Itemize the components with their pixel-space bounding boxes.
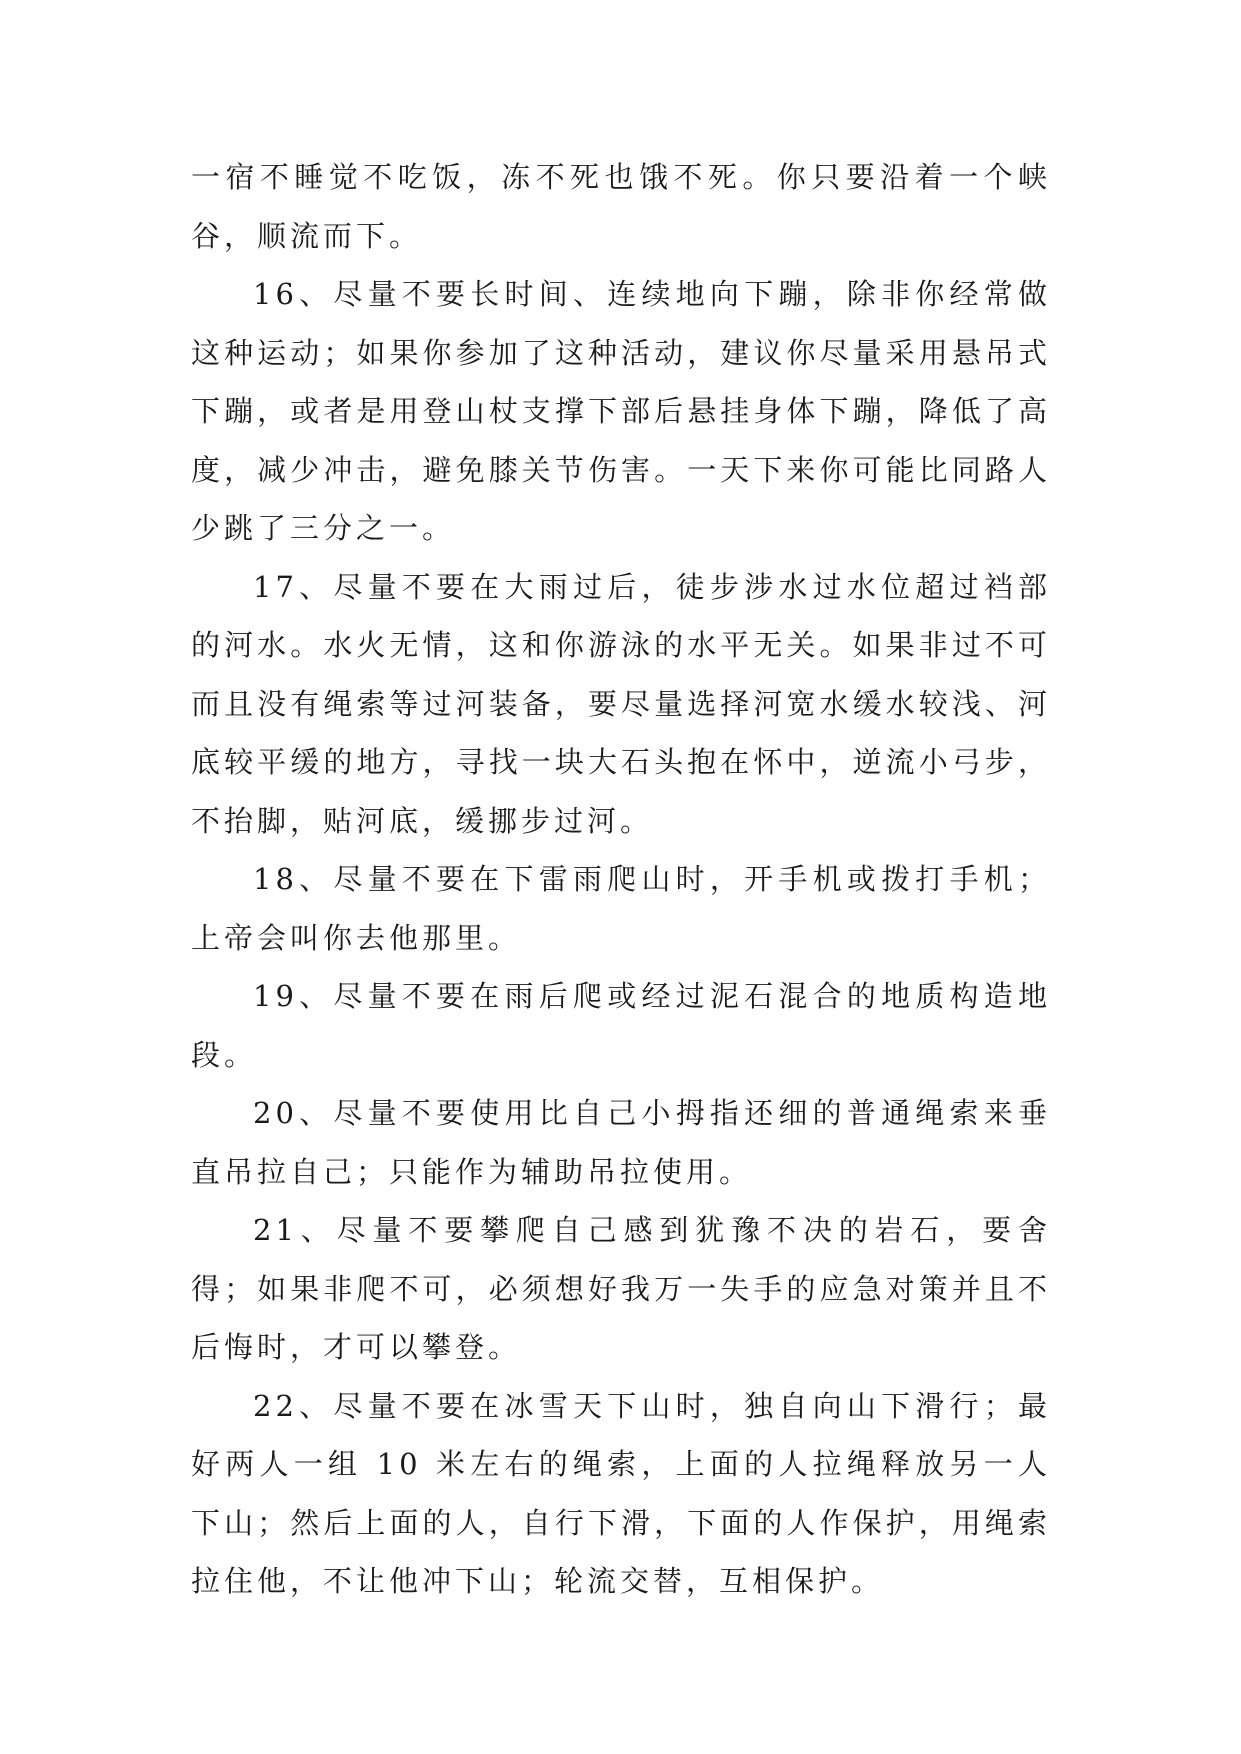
paragraph-item-17: 17、尽量不要在大雨过后，徒步涉水过水位超过裆部的河水。水火无情，这和你游泳的水平无关。如果非过不可而且没有绳索等过河装备，要尽量选择河宽水缓水较浅、河底较平缓的地方，寻找一块大石头抱在怀中，逆流小弓步，不抬脚，贴河底，缓挪步过河。 xyxy=(191,569,1051,838)
paragraph-item-20: 20、尽量不要使用比自己小拇指还细的普通绳索来垂直吊拉自己；只能作为辅助吊拉使用。 xyxy=(191,1096,1051,1189)
paragraph-item-18: 18、尽量不要在下雷雨爬山时，开手机或拨打手机；上帝会叫你去他那里。 xyxy=(191,862,1051,955)
paragraph-item-19: 19、尽量不要在雨后爬或经过泥石混合的地质构造地段。 xyxy=(191,979,1051,1072)
paragraph-item-21: 21、尽量不要攀爬自己感到犹豫不决的岩石，要舍得；如果非爬不可，必须想好我万一失手的应急对策并且不后悔时，才可以攀登。 xyxy=(191,1213,1051,1364)
paragraph-continuation: 一宿不睡觉不吃饭，冻不死也饿不死。你只要沿着一个峡谷，顺流而下。 xyxy=(191,160,1051,253)
paragraph-item-22: 22、尽量不要在冰雪天下山时，独自向山下滑行；最好两人一组 10 米左右的绳索，上面的人拉绳释放另一人下山；然后上面的人，自行下滑，下面的人作保护，用绳索拉住他，不让他冲下山；轮流交替，互相保护。 xyxy=(191,1388,1051,1598)
document-body xyxy=(191,148,1051,1611)
paragraph-item-16: 16、尽量不要长时间、连续地向下蹦，除非你经常做这种运动；如果你参加了这种活动，建议你尽量采用悬吊式下蹦，或者是用登山杖支撑下部后悬挂身体下蹦，降低了高度，减少冲击，避免膝关节伤害。一天下来你可能比同路人少跳了三分之一。 xyxy=(191,277,1051,545)
